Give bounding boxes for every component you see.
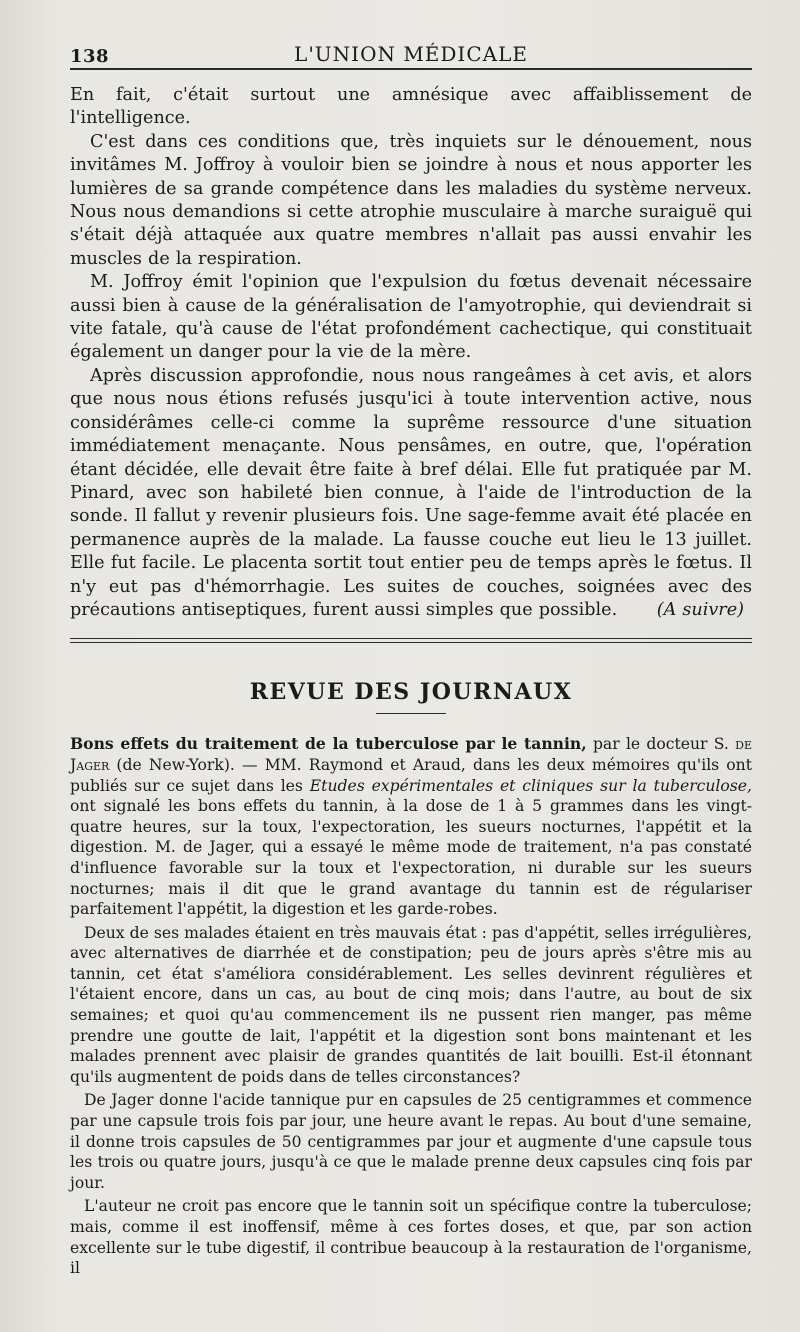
article-paragraph: C'est dans ces conditions que, très inquiets sur le dénouement, nous invitâmes M. Joffroy à vouloir bien se joindre à nous et nous apporter les lumières de sa grande compétence dans les maladies du système nerveux. Nous nous demandions si cette atrophie musculaire à marche suraiguë qui s'était déjà attaquée aux quatre membres n'allait pas aussi envahir les muscles de la respiration. [70,131,752,269]
page-header [70,34,752,70]
article-paragraph [70,365,752,622]
article-paragraph: M. Joffroy émit l'opinion que l'expulsion du fœtus devenait nécessaire aussi bien à cause de la généralisation de l'amyotrophie, qui deviendrait si vite fatale, qu'à cause de l'état profondément cachectique, qui constituait également un danger pour la vie de la mère. [70,272,752,363]
title-underline [376,713,446,714]
to-be-continued-note: (A suivre) [656,599,744,620]
article-paragraph-text: Après discussion approfondie, nous nous rangeâmes à cet avis, et alors que nous nous étions refusés jusqu'ici à toute intervention active, nous considérâmes celle-ci comme la suprême ressource d'une situation immédiatement menaçante. Nous pensâmes, en outre, que, l'opération étant décidée, elle devait être faite à bref délai. Elle fut pratiquée par M. Pinard, avec son habileté bien connue, à l'aide de l'introduction de la sonde. Il fallut y revenir plusieurs fois. Une sage-femme avait été placée en permanence auprès de la malade. La fausse couche eut lieu le 13 juillet. Elle fut facile. Le placenta sortit tout entier peu de temps après le fœtus. Il n'y eut pas d'hémorrhagie. Les suites de couches, soignées avec des précautions antiseptiques, furent aussi simples que possible. [70,365,752,620]
review-byline: par le docteur [592,735,708,754]
section-title: REVUE DES JOURNAUX [249,679,573,706]
review-paragraph: Deux de ses malades étaient en très mauvais état : pas d'appétit, selles irrégulières, avec alternatives de diarrhée et de constipation; peu de jours après s'être mis au tannin, cet état s'améliora considérablement. Les selles devinrent régulières et l'étaient encore, dans un cas, au bout de cinq mois; dans l'autre, au bout de six semaines; et quoi qu'au commencement ils ne pussent rien manger, pas même prendre une goutte de lait, l'appétit et la digestion sont bons maintenant et les malades prennent avec plaisir de grandes quantités de lait bouilli. Est-il étonnant qu'ils augmentent de poids dans de telles circonstances? [70,923,752,1086]
journal-title: L'UNION MÉDICALE [294,42,528,66]
journal-review [70,734,752,1278]
review-author-place: (de New-York). — MM. Raymond et Araud, dans les deux mémoires qu'ils ont publiés sur ce sujet dans les [70,755,752,795]
review-paragraph: L'auteur ne croit pas encore que le tannin soit un spécifique contre la tuberculose; mais, comme il est inoffensif, même à ces fortes doses, et que, par son action excellente sur le tube digestif, il contribue beaucoup à la restauration de l'organisme, il [70,1197,752,1278]
review-paragraph-text: ont signalé les bons effets du tannin, à la dose de 1 à 5 grammes dans les vingt-quatre heures, sur la toux, l'expectoration, les sueurs nocturnes, l'appétit et la digestion. M. de Jager, qui a essayé le même mode de traitement, n'a pas constaté d'influence favorable sur la toux et l'expectoration, ni durable sur les sueurs nocturnes; mais il dit que le grand avantage du tannin est de régulariser parfaitement l'appétit, la digestion et les garde-robes. [70,797,752,919]
article-paragraph: En fait, c'était surtout une amnésique avec affaiblissement de l'intelligence. [70,85,752,129]
review-publication-title: Etudes expérimentales et cliniques sur la tuberculose, [309,776,752,795]
review-paragraph [70,734,752,919]
review-paragraph: De Jager donne l'acide tannique pur en capsules de 25 centigrammes et commence par une capsule trois fois par jour, une heure avant le repas. Au bout d'une semaine, il donne trois capsules de 50 centigrammes par jour et augmente d'une capsule tous les trois ou quatre jours, jusqu'à ce que le malade prenne deux capsules cinq fois par jour. [70,1091,752,1192]
page-number: 138 [70,46,110,67]
review-title: Bons effets du traitement de la tuberculose par le tannin, [70,734,587,754]
review-author-initial: S. de [713,735,752,754]
article-continuation [70,84,752,622]
section-divider [70,638,752,643]
review-author-name: Jager [70,755,110,774]
